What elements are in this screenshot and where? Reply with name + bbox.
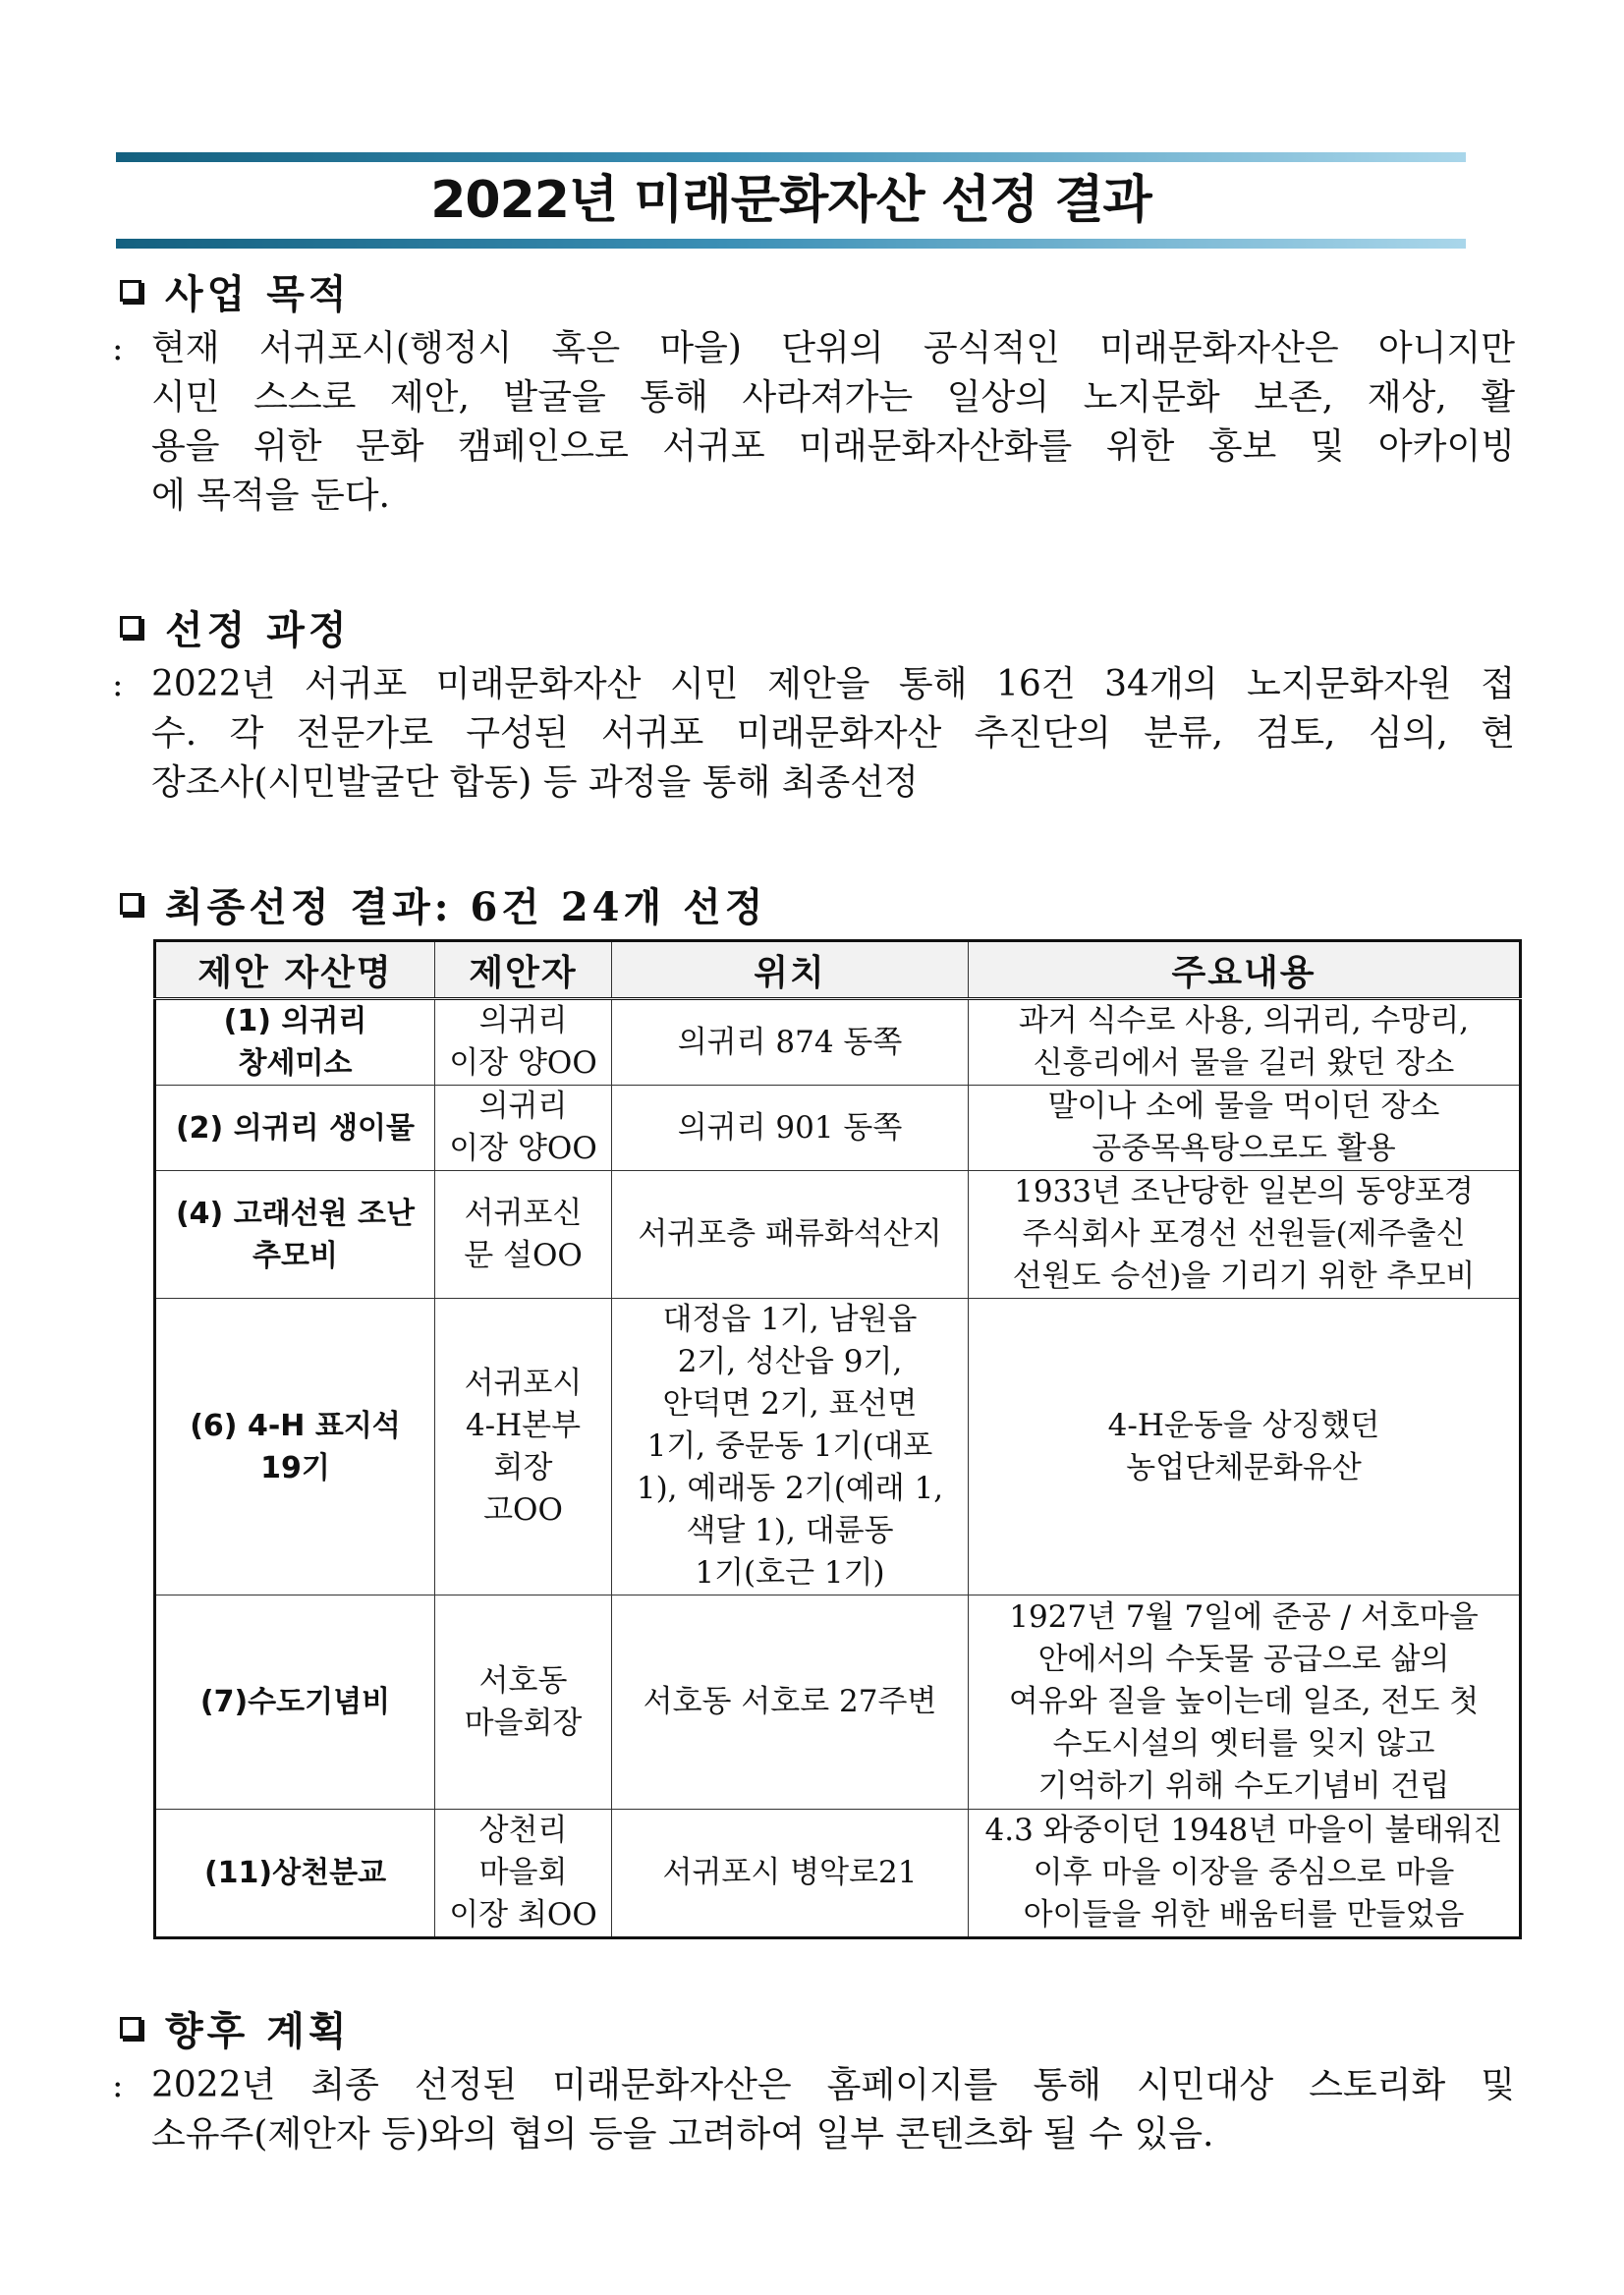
cell-text-line: (11)상천분교	[203, 1856, 387, 1890]
colon-marker: :	[112, 329, 124, 368]
cell-content	[969, 1171, 1521, 1299]
cell-text-line: 마을회	[478, 1855, 568, 1890]
heading-text: 선정 과정	[165, 606, 351, 653]
paragraph-line: 에 목적을 둔다.	[151, 476, 390, 516]
heading-text: 최종선정 결과: 6건 24개 선정	[165, 883, 767, 930]
cell-content	[969, 1299, 1521, 1595]
checkbox-bullet-icon	[120, 893, 141, 915]
cell-text-line: 서호동 서호로 27주변	[643, 1684, 937, 1719]
cell-text-line: 신흥리에서 물을 길러 왔던 장소	[1033, 1045, 1455, 1081]
cell-text-line: 의귀리	[478, 1003, 568, 1038]
title-banner	[116, 152, 1466, 249]
cell-text-line: 서귀포신	[464, 1195, 583, 1231]
table-row	[155, 1086, 1521, 1171]
cell-text-line: 4-H운동을 상징했던	[1107, 1407, 1380, 1443]
cell-location	[612, 999, 969, 1086]
header-location: 위치	[612, 941, 969, 999]
cell-text-line: 이장 양OO	[449, 1045, 597, 1081]
table-body	[155, 999, 1521, 1938]
cell-text-line: (1) 의귀리	[223, 1004, 367, 1038]
table-header-row	[155, 941, 1521, 999]
cell-location	[612, 1299, 969, 1595]
cell-text-line: 4.3 와중이던 1948년 마을이 불태워진	[984, 1813, 1503, 1848]
cell-text-line: 추모비	[252, 1238, 338, 1273]
title-bottom-bar	[116, 239, 1466, 249]
header-proposer: 제안자	[435, 941, 612, 999]
paragraph-line: 현재 서귀포시(행정시 혹은 마을) 단위의 공식적인 미래문화자산은 아니지만	[151, 328, 1515, 368]
paragraph-line: 소유주(제안자 등)와의 협의 등을 고려하여 일부 콘텐츠화 될 수 있음.	[151, 2114, 1214, 2155]
cell-proposer	[435, 1595, 612, 1810]
cell-text-line: 색달 1), 대륜동	[686, 1513, 894, 1548]
page-title: 2022년 미래문화자산 선정 결과	[430, 171, 1151, 230]
checkbox-bullet-icon	[120, 2017, 141, 2039]
cell-asset-name	[155, 1810, 435, 1938]
cell-text-line: 여유와 질을 높이는데 일조, 전도 첫	[1008, 1684, 1480, 1719]
table-row	[155, 1171, 1521, 1299]
cell-asset-name	[155, 1086, 435, 1171]
header-asset-name: 제안 자산명	[155, 941, 435, 999]
paragraph-line: 장조사(시민발굴단 합동) 등 과정을 통해 최종선정	[151, 762, 919, 803]
cell-text-line: 이후 마을 이장을 중심으로 마을	[1033, 1855, 1455, 1890]
cell-content	[969, 1810, 1521, 1938]
cell-asset-name	[155, 1299, 435, 1595]
section-result	[120, 876, 1515, 931]
cell-text-line: 마을회장	[464, 1705, 583, 1741]
cell-text-line: 상천리	[478, 1813, 568, 1848]
plan-paragraph	[112, 2061, 1515, 2159]
cell-text-line: 이장 최OO	[449, 1897, 597, 1932]
paragraph-line: 용을 위한 문화 캠페인으로 서귀포 미래문화자산화를 위한 홍보 및 아카이빙	[151, 426, 1515, 467]
cell-text-line: 말이나 소에 물을 먹이던 장소	[1047, 1089, 1440, 1124]
cell-content	[969, 999, 1521, 1086]
paragraph-line: 2022년 서귀포 미래문화자산 시민 제안을 통해 16건 34개의 노지문화자원 접	[151, 664, 1515, 704]
purpose-paragraph	[112, 324, 1515, 521]
cell-text-line: 1), 예래동 2기(예래 1,	[636, 1471, 944, 1506]
paragraph-line: 수. 각 전문가로 구성된 서귀포 미래문화자산 추진단의 분류, 검토, 심의, 현	[151, 713, 1515, 754]
cell-content	[969, 1086, 1521, 1171]
cell-text-line: (2) 의귀리 생이물	[175, 1110, 416, 1146]
cell-text-line: 안덕면 2기, 표선면	[662, 1386, 918, 1422]
heading-text: 향후 계획	[165, 2007, 351, 2054]
cell-text-line: 1기, 중문동 1기(대포	[646, 1428, 933, 1464]
checkbox-bullet-icon	[120, 280, 141, 302]
cell-text-line: 1기(호근 1기)	[695, 1555, 885, 1591]
cell-text-line: 서귀포층 패류화석산지	[638, 1216, 942, 1252]
cell-text-line: 서귀포시 병악로21	[662, 1855, 918, 1890]
cell-text-line: 공중목욕탕으로도 활용	[1092, 1131, 1396, 1166]
cell-proposer	[435, 1086, 612, 1171]
section-heading	[120, 876, 1515, 931]
section-process	[112, 599, 1515, 808]
colon-marker: :	[112, 665, 124, 704]
cell-location	[612, 1810, 969, 1938]
cell-text-line: 이장 양OO	[449, 1131, 597, 1166]
table-row	[155, 1299, 1521, 1595]
cell-text-line: 주식회사 포경선 선원들(제주출신	[1022, 1216, 1466, 1252]
cell-text-line: 대정읍 1기, 남원읍	[662, 1302, 918, 1337]
cell-text-line: 의귀리 874 동쪽	[677, 1024, 903, 1060]
cell-text-line: 회장	[493, 1449, 553, 1485]
section-purpose	[112, 263, 1515, 521]
cell-text-line: 아이들을 위한 배움터를 만들었음	[1023, 1897, 1465, 1932]
cell-asset-name	[155, 1171, 435, 1299]
cell-text-line: 과거 식수로 사용, 의귀리, 수망리,	[1018, 1003, 1470, 1038]
paragraph-line: 2022년 최종 선정된 미래문화자산은 홈페이지를 통해 시민대상 스토리화 및	[151, 2065, 1515, 2105]
cell-text-line: (4) 고래선원 조난	[175, 1196, 416, 1231]
cell-content	[969, 1595, 1521, 1810]
section-plan	[112, 2000, 1515, 2159]
cell-location	[612, 1171, 969, 1299]
paragraph-line: 시민 스스로 제안, 발굴을 통해 사라져가는 일상의 노지문화 보존, 재상, 활	[151, 377, 1515, 418]
colon-marker: :	[112, 2066, 124, 2105]
cell-text-line: 2기, 성산읍 9기,	[677, 1344, 903, 1379]
cell-text-line: 농업단체문화유산	[1126, 1449, 1362, 1485]
result-table	[153, 939, 1522, 1939]
cell-text-line: 19기	[260, 1450, 330, 1485]
cell-text-line: 기억하기 위해 수도기념비 건립	[1037, 1768, 1450, 1804]
result-table-wrapper	[153, 939, 1519, 1939]
cell-text-line: 문 설OO	[464, 1237, 583, 1273]
process-paragraph	[112, 660, 1515, 808]
cell-text-line: 안에서의 수돗물 공급으로 삶의	[1037, 1642, 1450, 1677]
section-heading	[120, 599, 1515, 654]
heading-text: 사업 목적	[165, 270, 351, 317]
cell-text-line: 1933년 조난당한 일본의 동양포경	[1014, 1174, 1474, 1209]
table-row	[155, 999, 1521, 1086]
cell-text-line: (7)수도기념비	[199, 1685, 391, 1719]
cell-proposer	[435, 999, 612, 1086]
cell-text-line: 1927년 7월 7일에 준공 / 서호마을	[1009, 1599, 1479, 1635]
cell-location	[612, 1086, 969, 1171]
cell-text-line: 의귀리 901 동쪽	[677, 1109, 903, 1146]
cell-asset-name	[155, 1595, 435, 1810]
cell-proposer	[435, 1299, 612, 1595]
cell-proposer	[435, 1171, 612, 1299]
cell-text-line: (6) 4-H 표지석	[190, 1408, 401, 1443]
cell-text-line: 서호동	[478, 1662, 568, 1699]
section-heading	[120, 2000, 1515, 2055]
cell-text-line: 4-H본부	[465, 1407, 582, 1443]
cell-text-line: 서귀포시	[464, 1365, 583, 1401]
table-row	[155, 1595, 1521, 1810]
checkbox-bullet-icon	[120, 616, 141, 638]
cell-location	[612, 1595, 969, 1810]
title-top-bar	[116, 152, 1466, 162]
table-row	[155, 1810, 1521, 1938]
cell-asset-name	[155, 999, 435, 1086]
header-content: 주요내용	[969, 941, 1521, 999]
cell-text-line: 고OO	[483, 1491, 563, 1528]
cell-text-line: 수도시설의 옛터를 잊지 않고	[1052, 1726, 1435, 1762]
cell-text-line: 선원도 승선)을 기리기 위한 추모비	[1012, 1259, 1476, 1294]
cell-proposer	[435, 1810, 612, 1938]
cell-text-line: 의귀리	[478, 1089, 568, 1124]
section-heading	[120, 263, 1515, 318]
cell-text-line: 창세미소	[238, 1046, 353, 1081]
